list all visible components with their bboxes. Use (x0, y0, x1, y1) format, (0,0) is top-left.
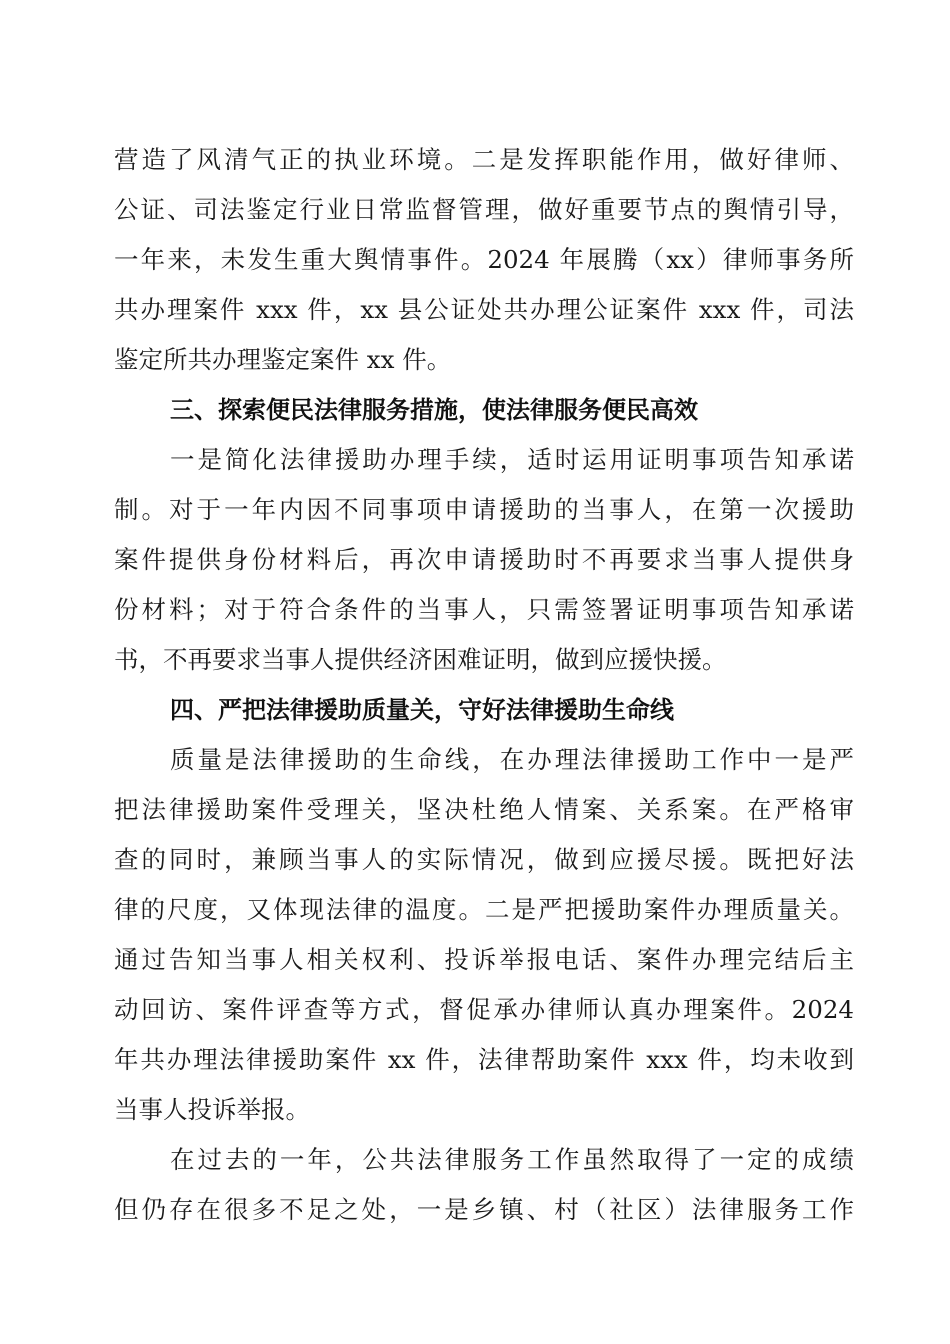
paragraph-line: 通过告知当事人相关权利、投诉举报电话、案件办理完结后主 (114, 945, 854, 974)
section-heading-4: 四、严把法律援助质量关，守好法律援助生命线 (170, 696, 674, 724)
paragraph-line: 质量是法律援助的生命线，在办理法律援助工作中一是严 (170, 745, 854, 774)
paragraph-line: 制。对于一年内因不同事项申请援助的当事人，在第一次援助 (114, 495, 854, 524)
paragraph-line: 一是简化法律援助办理手续，适时运用证明事项告知承诺 (170, 445, 854, 474)
paragraph-line: 但仍存在很多不足之处，一是乡镇、村（社区）法律服务工作 (114, 1195, 854, 1224)
paragraph-line: 一年来，未发生重大舆情事件。2024 年展腾（xx）律师事务所 (114, 245, 854, 274)
paragraph-line: 鉴定所共办理鉴定案件 xx 件。 (114, 345, 452, 374)
section-heading-3: 三、探索便民法律服务措施，使法律服务便民高效 (170, 396, 698, 424)
paragraph-line: 公证、司法鉴定行业日常监督管理，做好重要节点的舆情引导， (114, 195, 854, 224)
paragraph-line: 共办理案件 xxx 件，xx 县公证处共办理公证案件 xxx 件，司法 (114, 295, 854, 324)
paragraph-line: 年共办理法律援助案件 xx 件，法律帮助案件 xxx 件，均未收到 (114, 1045, 854, 1074)
paragraph-line: 书，不再要求当事人提供经济困难证明，做到应援快援。 (114, 645, 727, 674)
paragraph-line: 在过去的一年，公共法律服务工作虽然取得了一定的成绩 (170, 1145, 854, 1174)
paragraph-line: 查的同时，兼顾当事人的实际情况，做到应援尽援。既把好法 (114, 845, 854, 874)
paragraph-line: 案件提供身份材料后，再次申请援助时不再要求当事人提供身 (114, 545, 854, 574)
paragraph-line: 把法律援助案件受理关，坚决杜绝人情案、关系案。在严格审 (114, 795, 854, 824)
paragraph-line: 动回访、案件评查等方式，督促承办律师认真办理案件。2024 (114, 995, 854, 1024)
paragraph-line: 份材料；对于符合条件的当事人，只需签署证明事项告知承诺 (114, 595, 854, 624)
paragraph-line: 营造了风清气正的执业环境。二是发挥职能作用，做好律师、 (114, 145, 854, 174)
paragraph-line: 当事人投诉举报。 (114, 1095, 310, 1124)
paragraph-line: 律的尺度，又体现法律的温度。二是严把援助案件办理质量关。 (114, 895, 854, 924)
